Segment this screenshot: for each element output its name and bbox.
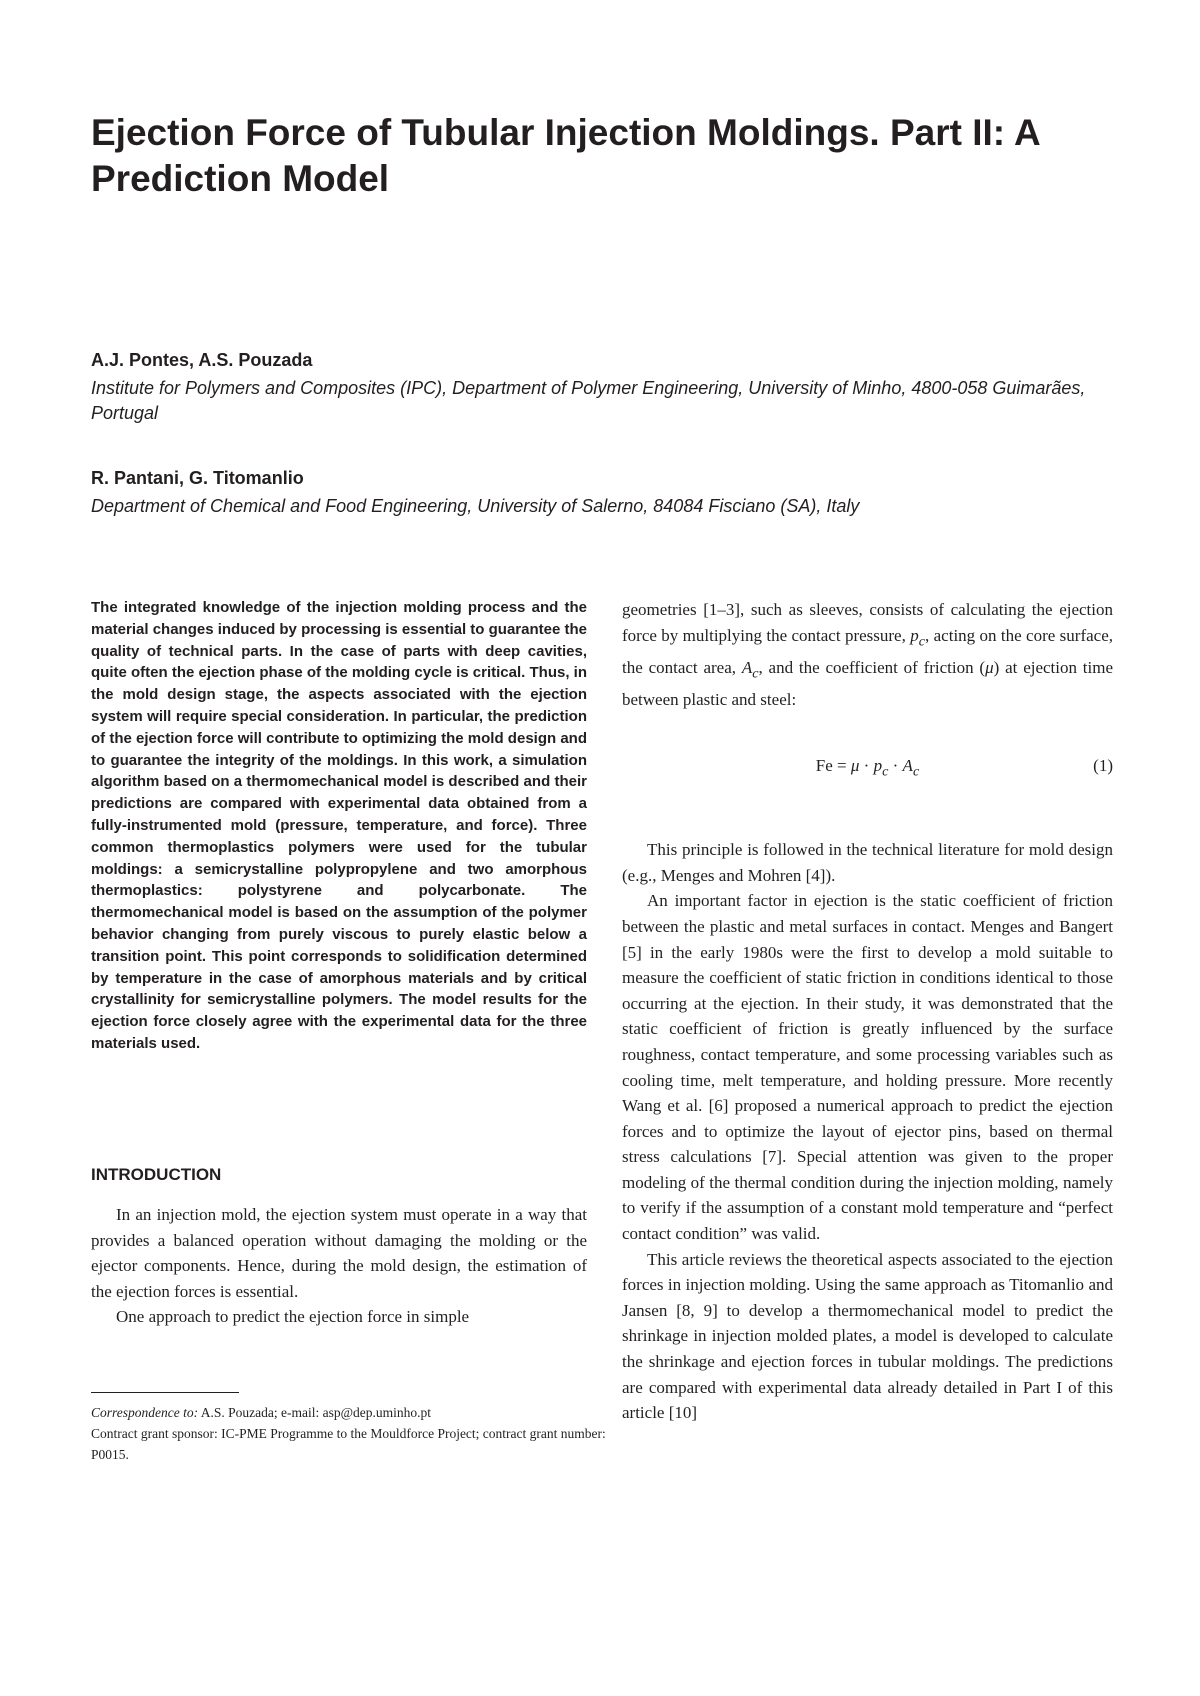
authors-group-1: A.J. Pontes, A.S. Pouzada	[91, 350, 313, 370]
intro-paragraph-4: An important factor in ejection is the static coefficient of friction between the plastic and metal surfaces in contact. Menges and Bangert [5] in the early 1980s were the first to develop a mold suitable to measure the coefficient of static friction in conditions identical to those occurring at the ejection. In their study, it was demonstrated that the static coefficient of friction is greatly influenced by the surface roughness, contact temperature, and some processing variables such as cooling time, melt temperature, and holding pressure. More recently Wang et al. [6] proposed a numerical approach to predict the ejection forces and to optimize the layout of ejector pins, based on thermal stress calculations [7]. Special attention was given to the proper modeling of the thermal condition during the injection molding, namely to verify if the assumption of a constant mold temperature and “perfect contact condition” was valid.	[622, 891, 1113, 1244]
symbol-pressure: p	[910, 625, 919, 645]
equation-1	[622, 712, 1113, 812]
footnote-rule	[91, 1392, 239, 1393]
footnote-grant: Contract grant sponsor: IC-PME Programme to the Mouldforce Project; contract grant number: P0015.	[91, 1426, 606, 1462]
intro-paragraph-2-start: One approach to predict the ejection force in simple	[116, 1307, 470, 1327]
left-column-body	[91, 1202, 587, 1330]
intro-paragraph-1: In an injection mold, the ejection system must operate in a way that provides a balanced operation without damaging the molding or the ejector components. Hence, during the mold design, the estimation of the ejection forces is essential.	[91, 1205, 587, 1301]
abstract: The integrated knowledge of the injection molding process and the material changes induced by processing is essential to guarantee the quality of technical parts. In the case of parts with deep cavities, quite often the ejection phase of the molding cycle is critical. Thus, in the mold design stage, the aspects associated with the ejection system will require special consideration. In particular, the prediction of the ejection force will contribute to optimizing the mold design and to guarantee the integrity of the moldings. In this work, a simulation algorithm based on a thermomechanical model is described and their predictions are compared with experimental data obtained from a fully-instrumented mold (pressure, temperature, and force). Three common thermoplastics polymers were used for the tubular moldings: a semicrystalline polypropylene and two amorphous thermoplastics: polystyrene and polycarbonate. The thermomechanical model is based on the assumption of the polymer behavior changing from purely viscous to purely elastic below a transition point. This point corresponds to solidification determined by temperature in the case of amorphous materials and by critical crystallinity for semicrystalline polymers. The model results for the ejection force closely agree with the experimental data for the three materials used.	[91, 599, 587, 1052]
intro-paragraph-2-continued: geometries [1–3], such as sleeves, consists of calculating the ejection force by multiplying the contact pressure, $p_c$, acting on the core surface, the contact area, $A_c$, and the coefficient of friction (μ) at ejection time between plastic and steel:	[622, 600, 1114, 709]
symbol-area: A	[741, 657, 753, 677]
footnote	[91, 1402, 611, 1465]
article-title: Ejection Force of Tubular Injection Moldings. Part II: A Prediction Model	[91, 112, 1040, 199]
equation-expression: $Fe = \mu \cdot p_c \cdot A_c$	[815, 756, 920, 780]
affiliation-2: Department of Chemical and Food Engineering, University of Salerno, 84084 Fisciano (SA), Italy	[91, 496, 860, 516]
intro-paragraph-5: This article reviews the theoretical aspects associated to the ejection forces in injection molding. Using the same approach as Titomanlio and Jansen [8, 9] to develop a thermomechanical model to predict the shrinkage in injection molded plates, a model is developed to calculate the shrinkage and ejection forces in tubular moldings. The predictions are compared with experimental data already detailed in Part I of this article [10]	[622, 1249, 1113, 1423]
equation-number: (1)	[1093, 756, 1113, 776]
affiliation-1: Institute for Polymers and Composites (IPC), Department of Polymer Engineering, University of Minho, 4800-058 Guimarães, Portugal	[91, 378, 1086, 423]
footnote-label: Correspondence to:	[91, 1405, 199, 1420]
introduction-heading: INTRODUCTION	[91, 1165, 222, 1184]
footnote-contact: A.S. Pouzada; e-mail: asp@dep.uminho.pt	[198, 1405, 432, 1420]
intro-paragraph-3: This principle is followed in the technical literature for mold design (e.g., Menges and Mohren [4]).	[622, 840, 1113, 885]
authors-group-2: R. Pantani, G. Titomanlio	[91, 468, 304, 488]
symbol-mu: μ	[985, 657, 994, 677]
right-column-body	[622, 597, 1113, 1426]
